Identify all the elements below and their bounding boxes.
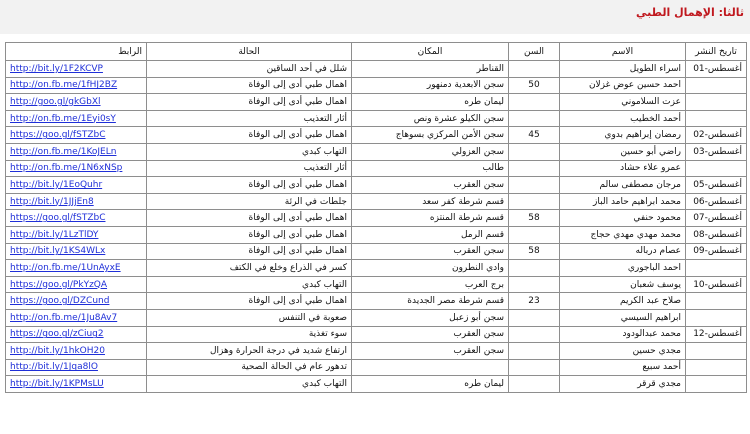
table-row — [6, 309, 747, 326]
source-link[interactable]: https://goo.gl/fSTZbC — [10, 130, 106, 141]
cell-status: ارتفاع شديد في درجة الحرارة وهزال — [147, 343, 352, 360]
table-row — [6, 127, 747, 144]
cell-link — [6, 77, 147, 94]
cell-place: سجن الكيلو عشرة ونص — [352, 110, 509, 127]
source-link[interactable]: http://bit.ly/1Jqa8lO — [10, 362, 98, 373]
cell-date — [686, 293, 747, 310]
cell-status: أثار التعذيب — [147, 110, 352, 127]
cell-name: احمد الباجوري — [560, 260, 686, 277]
table-row — [6, 210, 747, 227]
source-link[interactable]: http://bit.ly/1JJjEn8 — [10, 196, 94, 207]
cell-date — [686, 376, 747, 393]
cell-place: برج العرب — [352, 276, 509, 293]
cell-date — [686, 359, 747, 376]
header-place: المكان — [352, 43, 509, 61]
cell-date: أغسطس-08 — [686, 226, 747, 243]
cell-place: سجن العقرب — [352, 343, 509, 360]
cell-status: أثار التعذيب — [147, 160, 352, 177]
cell-place: سجن العقرب — [352, 326, 509, 343]
cell-name: اسراء الطويل — [560, 61, 686, 78]
table-row — [6, 293, 747, 310]
cell-date: أغسطس-05 — [686, 177, 747, 194]
cell-status: التهاب كبدي — [147, 376, 352, 393]
source-link[interactable]: https://goo.gl/zCiug2 — [10, 329, 104, 340]
source-link[interactable]: http://on.fb.me/1UnAyxE — [10, 262, 121, 273]
table-row — [6, 260, 747, 277]
source-link[interactable]: http://bit.ly/1F2KCVP — [10, 63, 103, 74]
table-row — [6, 61, 747, 78]
cell-status: اهمال طبي أدى إلى الوفاة — [147, 127, 352, 144]
cell-age — [509, 309, 560, 326]
cell-place: ليمان طره — [352, 376, 509, 393]
source-link[interactable]: http://on.fb.me/1Ju8Av7 — [10, 312, 118, 323]
cell-place: قسم الرمل — [352, 226, 509, 243]
table-row — [6, 326, 747, 343]
cell-age — [509, 193, 560, 210]
cell-status: اهمال طبي أدى إلى الوفاة — [147, 293, 352, 310]
cell-link — [6, 193, 147, 210]
cell-link — [6, 343, 147, 360]
medical-neglect-table — [5, 42, 747, 393]
cell-name: ابراهيم السيسي — [560, 309, 686, 326]
cell-age — [509, 110, 560, 127]
cell-link — [6, 226, 147, 243]
cell-date: أغسطس-03 — [686, 143, 747, 160]
cell-status: كسر في الذراع وخلع في الكتف — [147, 260, 352, 277]
cell-name: راضي أبو حسين — [560, 143, 686, 160]
cell-place: القناطر — [352, 61, 509, 78]
source-link[interactable]: http://bit.ly/1KPMsLU — [10, 379, 104, 390]
source-link[interactable]: http://goo.gl/gkGbXl — [10, 96, 101, 107]
table-row — [6, 343, 747, 360]
cell-name: احمد حسين عوض غزلان — [560, 77, 686, 94]
cell-status: اهمال طبي أدى إلى الوفاة — [147, 226, 352, 243]
cell-status: سوء تغذية — [147, 326, 352, 343]
table-row — [6, 94, 747, 111]
cell-status: اهمال طبي أدى إلى الوفاة — [147, 243, 352, 260]
cell-place: قسم شرطة المنتزه — [352, 210, 509, 227]
table-row — [6, 160, 747, 177]
cell-status: شلل في أحد الساقين — [147, 61, 352, 78]
cell-date — [686, 77, 747, 94]
cell-age — [509, 359, 560, 376]
source-link[interactable]: http://bit.ly/1LzTlDY — [10, 229, 99, 240]
table-row — [6, 376, 747, 393]
cell-place: طالب — [352, 160, 509, 177]
cell-date: أغسطس-02 — [686, 127, 747, 144]
cell-name: عصام درباله — [560, 243, 686, 260]
table-row — [6, 177, 747, 194]
cell-age — [509, 376, 560, 393]
source-link[interactable]: http://bit.ly/1KS4WLx — [10, 246, 106, 257]
cell-link — [6, 293, 147, 310]
cell-link — [6, 210, 147, 227]
cell-link — [6, 143, 147, 160]
cell-name: أحمد سبيع — [560, 359, 686, 376]
table-row — [6, 276, 747, 293]
cell-date — [686, 160, 747, 177]
cell-link — [6, 243, 147, 260]
cell-place: سجن العزولي — [352, 143, 509, 160]
cell-name: محمد ابراهيم حامد الباز — [560, 193, 686, 210]
cell-status: التهاب كبدي — [147, 276, 352, 293]
cell-age — [509, 276, 560, 293]
cell-status: تدهور عام في الحالة الصحية — [147, 359, 352, 376]
table-row — [6, 226, 747, 243]
cell-place: سجن الأمن المركزي بسوهاج — [352, 127, 509, 144]
cell-age — [509, 226, 560, 243]
cell-place: قسم شرطة مصر الجديدة — [352, 293, 509, 310]
cell-age — [509, 343, 560, 360]
table-body — [6, 61, 747, 393]
header-status: الحالة — [147, 43, 352, 61]
cell-age — [509, 326, 560, 343]
header-age: السن — [509, 43, 560, 61]
cell-date — [686, 309, 747, 326]
cell-age: 50 — [509, 77, 560, 94]
header-link: الرابط — [6, 43, 147, 61]
cell-link — [6, 61, 147, 78]
cell-date: أغسطس-10 — [686, 276, 747, 293]
cell-age — [509, 160, 560, 177]
cell-link — [6, 177, 147, 194]
table-header-row — [6, 43, 747, 61]
cell-date: أغسطس-09 — [686, 243, 747, 260]
cell-name: مرجان مصطفى سالم — [560, 177, 686, 194]
cell-place: سجن العقرب — [352, 243, 509, 260]
cell-link — [6, 376, 147, 393]
header-date: تاريخ النشر — [686, 43, 747, 61]
cell-name: عمرو علاء حشاد — [560, 160, 686, 177]
cell-age: 58 — [509, 243, 560, 260]
table-row — [6, 359, 747, 376]
cell-name: رمضان إبراهيم بدوي — [560, 127, 686, 144]
cell-name: عزت السلاموني — [560, 94, 686, 111]
source-link[interactable]: https://goo.gl/fSTZbC — [10, 213, 106, 224]
cell-age: 23 — [509, 293, 560, 310]
cell-link — [6, 326, 147, 343]
cell-date: أغسطس-12 — [686, 326, 747, 343]
cell-status: اهمال طبي أدى إلى الوفاة — [147, 77, 352, 94]
cell-age: 58 — [509, 210, 560, 227]
cell-date — [686, 260, 747, 277]
cell-status: جلطات في الرئة — [147, 193, 352, 210]
source-link[interactable]: http://bit.ly/1hkOH20 — [10, 345, 105, 356]
cell-place: سجن أبو زعبل — [352, 309, 509, 326]
cell-age — [509, 94, 560, 111]
table-row — [6, 110, 747, 127]
cell-link — [6, 94, 147, 111]
cell-place: سجن الابعدية دمنهور — [352, 77, 509, 94]
cell-link — [6, 359, 147, 376]
cell-date — [686, 110, 747, 127]
cell-name: يوسف شعبان — [560, 276, 686, 293]
cell-date — [686, 343, 747, 360]
cell-status: صعوبة في التنفس — [147, 309, 352, 326]
source-link[interactable]: https://goo.gl/DZCund — [10, 296, 110, 307]
cell-date: أغسطس-01 — [686, 61, 747, 78]
cell-name: محمد مهدي مهدي حجاج — [560, 226, 686, 243]
cell-place: وادي النطرون — [352, 260, 509, 277]
cell-name: محمد عبدالودود — [560, 326, 686, 343]
section-title: ثالثا: الإهمال الطبي — [636, 6, 744, 19]
cell-link — [6, 276, 147, 293]
cell-place: سجن العقرب — [352, 177, 509, 194]
cell-date: أغسطس-07 — [686, 210, 747, 227]
cell-link — [6, 160, 147, 177]
table-row — [6, 77, 747, 94]
table-row — [6, 143, 747, 160]
cell-name: أحمد الخطيب — [560, 110, 686, 127]
source-link[interactable]: http://on.fb.me/1fHJ2BZ — [10, 80, 118, 91]
cell-link — [6, 260, 147, 277]
cell-date: أغسطس-06 — [686, 193, 747, 210]
cell-place — [352, 359, 509, 376]
cell-age — [509, 260, 560, 277]
source-link[interactable]: http://bit.ly/1EoQuhr — [10, 179, 103, 190]
source-link[interactable]: http://on.fb.me/1N6xNSp — [10, 163, 123, 174]
cell-place: ليمان طره — [352, 94, 509, 111]
table-row — [6, 193, 747, 210]
table-row — [6, 243, 747, 260]
cell-name: محمود حنفي — [560, 210, 686, 227]
cell-age — [509, 61, 560, 78]
cell-status: اهمال طبي أدى إلى الوفاة — [147, 210, 352, 227]
cell-link — [6, 110, 147, 127]
cell-status: اهمال طبي أدى إلى الوفاة — [147, 177, 352, 194]
cell-date — [686, 94, 747, 111]
cell-name: مجدي قرقر — [560, 376, 686, 393]
cell-age: 45 — [509, 127, 560, 144]
source-link[interactable]: http://on.fb.me/1KoJELn — [10, 146, 117, 157]
cell-name: صلاح عبد الكريم — [560, 293, 686, 310]
source-link[interactable]: http://on.fb.me/1Eyi0sY — [10, 113, 116, 124]
cell-name: مجدي حسين — [560, 343, 686, 360]
source-link[interactable]: https://goo.gl/PkYzQA — [10, 279, 108, 290]
cell-age — [509, 177, 560, 194]
cell-status: اهمال طبي أدى إلى الوفاة — [147, 94, 352, 111]
cell-status: التهاب كبدي — [147, 143, 352, 160]
cell-link — [6, 309, 147, 326]
cell-place: قسم شرطة كفر سعد — [352, 193, 509, 210]
cell-link — [6, 127, 147, 144]
header-name: الاسم — [560, 43, 686, 61]
cell-age — [509, 143, 560, 160]
